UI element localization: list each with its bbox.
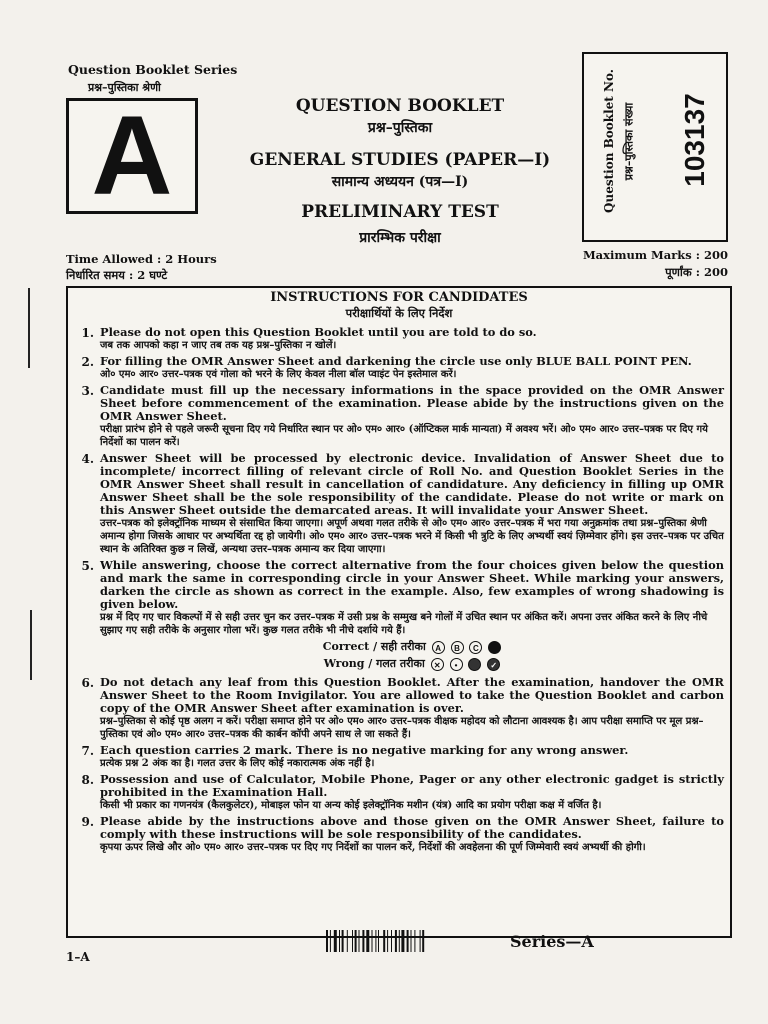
- instruction-text: Answer Sheet will be processed by electronic device. Invalidation of Answer Sheet due to incomplete/ incorrect filling of relevant circle of Roll No. and Question Booklet Series in the OMR Answer Sheet shall result in cancellation of candidature. Any deficiency in filling up OMR Answer Sheet shall be the sole responsibility of the candidate. Please do not write or mark on this Answer Sheet outside the demarcated areas. It will invalidate your Answer Sheet.: [100, 451, 724, 517]
- half-filled-bubble: [468, 658, 481, 671]
- instruction-number: 8.: [81, 773, 94, 787]
- barcode: [326, 930, 486, 952]
- margin-mark: [28, 288, 30, 368]
- instruction-item: [72, 676, 724, 741]
- booklet-title-hindi: प्रश्न–पुस्तिका: [367, 120, 433, 136]
- instruction-number: 7.: [81, 744, 94, 758]
- instructions-title-hindi: परीक्षार्थियों के लिए निर्देश: [345, 306, 453, 320]
- correct-label: Correct / सही तरीका: [322, 640, 426, 653]
- instruction-text-hindi: कृपया ऊपर लिखे और ओ० एम० आर० उत्तर–पत्रक पर दिए गए निर्देशों का पालन करें, निर्देशों की अवहेलना की पूर्ण जिम्मेवारी स्वयं अभ्यर्थी की होगी।: [100, 842, 646, 853]
- instruction-item: [72, 384, 724, 449]
- test-title: PRELIMINARY TEST: [301, 202, 499, 222]
- wrong-label: Wrong / गलत तरीका: [323, 657, 425, 670]
- instruction-text: Please do not open this Question Booklet until you are told to do so.: [100, 325, 537, 339]
- filled-bubble: [488, 641, 501, 654]
- instruction-text: Candidate must fill up the necessary informations in the space provided on the OMR Answer Sheet before commencement of the examination. Please abide by the instructions given on the OMR Answer Sheet.: [100, 383, 724, 423]
- answer-bubble: A: [432, 641, 445, 654]
- time-allowed: Time Allowed : 2 Hours: [66, 252, 217, 266]
- answer-bubble: C: [469, 641, 482, 654]
- series-letter-box: [66, 93, 198, 218]
- instruction-number: 6.: [81, 676, 94, 690]
- booklet-number-label: Question Booklet No.: [602, 69, 616, 213]
- booklet-number: 103137: [679, 93, 710, 187]
- instruction-text: Possession and use of Calculator, Mobile Phone, Pager or any other electronic gadget is strictly prohibited in the Examination Hall.: [100, 772, 724, 799]
- instruction-text-hindi: प्रश्न में दिए गए चार विकल्पों में से सही उत्तर चुन कर उत्तर–पत्रक में उसी प्रश्न के सम्मुख बने गोलों में उचित स्थान पर अंकित करें। अपना उत्तर अंकित करने के लिए नीचे सुझाए गए सही तरीके के अनुसार गोला भरें। कुछ गलत तरीके भी नीचे दर्शाये गये हैं।: [100, 612, 708, 636]
- instruction-item: [72, 815, 724, 854]
- instruction-text-hindi: किसी भी प्रकार का गणनयंत्र (कैलकुलेटर), मोबाइल फोन या अन्य कोई इलेक्ट्रॉनिक मशीन (यंत्र) आदि का प्रयोग परीक्षा कक्ष में वर्जित है।: [100, 800, 602, 811]
- time-allowed-hindi: निर्धारित समय : 2 घण्टे: [66, 268, 168, 282]
- instruction-text: Each question carries 2 mark. There is no negative marking for any wrong answer.: [100, 743, 629, 757]
- answer-bubble: B: [451, 641, 464, 654]
- instruction-number: 1.: [81, 326, 94, 340]
- instruction-text: While answering, choose the correct alternative from the four choices given below the question and mark the same in corresponding circle in your Answer Sheet. While marking your answers, darken the circle as shown as correct in the example. Also, few examples of wrong shadowing is given below.: [100, 558, 724, 611]
- maximum-marks-hindi: पूर्णांक : 200: [665, 265, 728, 279]
- series-letter: A: [91, 93, 173, 218]
- instruction-number: 9.: [81, 815, 94, 829]
- instruction-text-hindi: ओ० एम० आर० उत्तर–पत्रक एवं गोला को भरने के लिए केवल नीला बॉल प्वाइंट पेन इस्तेमाल करें।: [100, 369, 457, 380]
- margin-mark: [30, 610, 32, 680]
- instruction-number: 5.: [81, 559, 94, 573]
- instructions-panel: [66, 286, 732, 938]
- series-label: Question Booklet Series: [68, 62, 238, 77]
- instruction-item: [72, 452, 724, 556]
- instruction-number: 4.: [81, 452, 94, 466]
- dotted-bubble: •: [450, 658, 463, 671]
- booklet-number-label-hindi: प्रश्न–पुस्तिका संख्या: [622, 102, 636, 181]
- instructions-title: INSTRUCTIONS FOR CANDIDATES: [270, 290, 528, 305]
- wrong-example: [100, 656, 724, 671]
- instruction-item: [72, 773, 724, 812]
- instruction-text-hindi: उत्तर–पत्रक को इलेक्ट्रॉनिक माध्यम से संसाधित किया जाएगा। अपूर्ण अथवा गलत तरीके से ओ० एम० आर० उत्तर–पत्रक में भरा गया अनुक्रमांक तथा प्रश्न–पुस्तिका श्रेणी अमान्य होगा जिसके आधार पर अभ्यर्थिता रद्द हो जायेगी। ओ० एम० आर० उत्तर–पत्रक भरने में किसी भी त्रुटि के लिए अभ्यर्थी स्वयं ज़िम्मेवार होंगे। इस उत्तर–पत्रक पर उचित स्थान के अतिरिक्त कुछ न लिखें, अन्यथा उत्तर–पत्रक अमान्य कर दिया जाएगा।: [100, 518, 724, 555]
- paper-title-hindi: सामान्य अध्ययन (पत्र—I): [331, 174, 469, 190]
- instruction-number: 2.: [81, 355, 94, 369]
- test-title-hindi: प्रारम्भिक परीक्षा: [359, 230, 441, 246]
- instruction-item: [72, 744, 724, 770]
- instruction-text: Do not detach any leaf from this Question Booklet. After the examination, handover the OMR Answer Sheet to the Room Invigilator. You are allowed to take the Question Booklet and carbon copy of the OMR Answer Sheet after examination is over.: [100, 675, 724, 715]
- series-label-hindi: प्रश्न–पुस्तिका श्रेणी: [88, 81, 161, 94]
- instruction-text-hindi: जब तक आपको कहा न जाए तब तक यह प्रश्न–पुस्तिका न खोलें।: [100, 340, 337, 351]
- instruction-text-hindi: परीक्षा प्रारंभ होने से पहले जरूरी सूचना दिए गये निर्धारित स्थान पर ओ० एम० आर० (ऑप्टिकल मार्क मान्यता) में अवश्य भरें। ओ० एम० आर० उत्तर–पत्रक पर दिए गये निर्देशों का पालन करें।: [100, 424, 708, 448]
- instruction-text-hindi: प्रत्येक प्रश्न 2 अंक का है। गलत उत्तर के लिए कोई नकारात्मक अंक नहीं है।: [100, 758, 375, 769]
- maximum-marks: Maximum Marks : 200: [582, 248, 728, 262]
- paper-title: GENERAL STUDIES (PAPER—I): [249, 150, 551, 170]
- instructions-list: [72, 326, 724, 857]
- instruction-item: [72, 559, 724, 673]
- correct-example: [100, 639, 724, 654]
- instruction-text-hindi: प्रश्न–पुस्तिका से कोई पृष्ठ अलग न करें। परीक्षा समाप्त होने पर ओ० एम० आर० उत्तर–पत्रक वीक्षक महोदय को लौटाना आवश्यक है। आप परीक्षा समाप्ति पर मूल प्रश्न– पुस्तिका एवं ओ० एम० आर० उत्तर–पत्रक की कार्बन कॉपी अपने साथ ले जा सकते हैं।: [100, 716, 704, 740]
- booklet-title: QUESTION BOOKLET: [295, 96, 505, 116]
- instruction-item: [72, 355, 724, 381]
- instruction-text: Please abide by the instructions above and those given on the OMR Answer Sheet, failure to comply with these instructions will be sole responsibility of the candidates.: [100, 814, 724, 841]
- booklet-number-box: [582, 52, 728, 242]
- instruction-text: For filling the OMR Answer Sheet and darkening the circle use only BLUE BALL POINT PEN.: [100, 354, 692, 368]
- ticked-bubble: ✓: [487, 658, 500, 671]
- instruction-item: [72, 326, 724, 352]
- instruction-number: 3.: [81, 384, 94, 398]
- page-code: 1–A: [66, 950, 90, 964]
- crossed-bubble: ✕: [431, 658, 444, 671]
- series-footer: Series—A: [510, 932, 594, 951]
